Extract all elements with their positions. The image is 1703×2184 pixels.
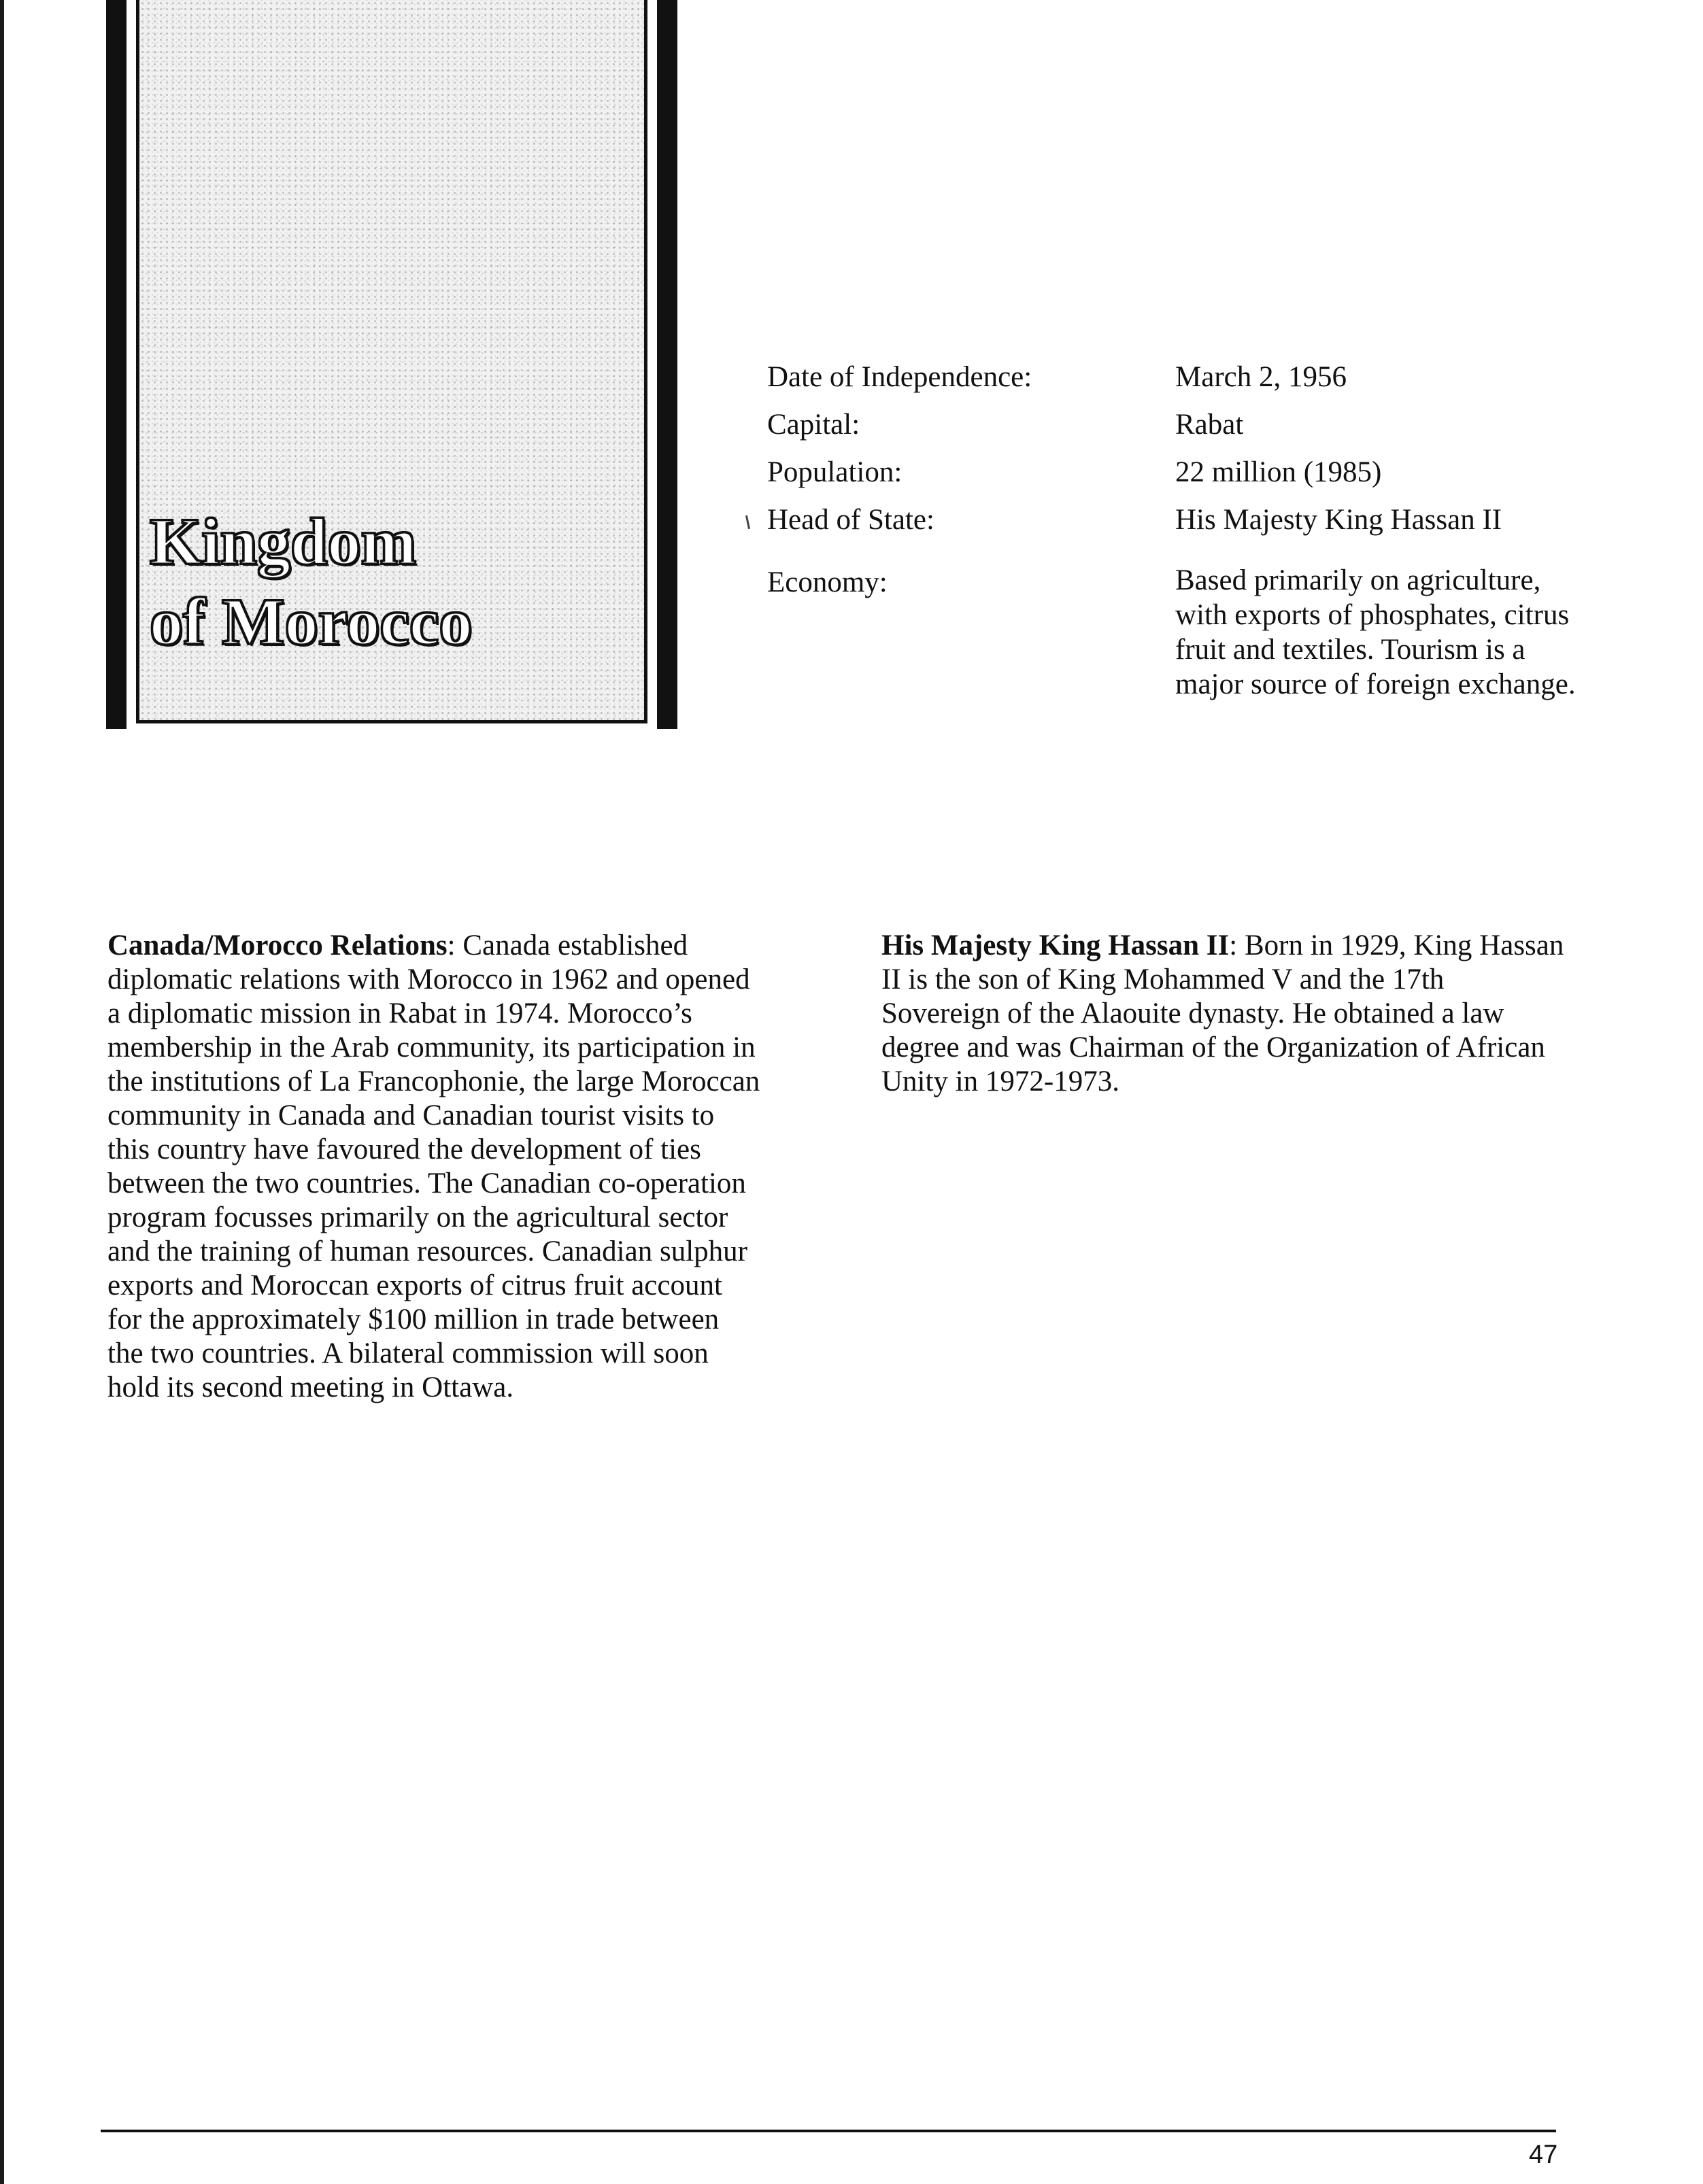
title-line-2: of Morocco [150,585,473,659]
fact-row-population [767,449,1624,496]
relations-section [107,929,760,1405]
fact-value: His Majesty King Hassan II [1175,504,1502,536]
fact-label: Population: [767,456,903,488]
fact-value: Rabat [1175,409,1244,441]
footer-rule [101,2130,1556,2132]
fact-value: March 2, 1956 [1175,361,1347,393]
fact-value: Based primarily on agriculture, with exports of phosphates, citrus fruit and textiles. Tourism is a major source of foreign exchange. [1175,564,1576,700]
relations-heading: Canada/Morocco Relations [107,929,448,961]
fact-row-head-of-state [767,496,1624,544]
country-facts [767,354,1624,736]
title-box [106,0,677,729]
king-paragraph [881,929,1568,1099]
fact-row-capital [767,401,1624,449]
king-text: : Born in 1929, King Hassan II is the son of King Mohammed V and the 17th Sovereign of the Alaouite dynasty. He obtained a law degree and was Chairman of the Organization of African Unity in 1972-1973. [881,929,1564,1097]
fact-value: 22 million (1985) [1175,456,1382,488]
stray-mark [745,515,750,529]
title-line-1: Kingdom [150,505,417,579]
king-heading: His Majesty King Hassan II [881,929,1230,961]
fact-row-economy [767,559,1624,736]
king-section [881,929,1568,1099]
title-box-right-bar [657,0,677,729]
fact-label: Capital: [767,409,860,441]
fact-label: Head of State: [767,504,934,536]
page-title [150,502,472,662]
page-edge-line [0,0,4,2184]
relations-paragraph [107,929,760,1405]
fact-label: Economy: [767,566,888,598]
title-box-left-bar [106,0,127,729]
fact-row-independence [767,354,1624,401]
page-number: 47 [1529,2140,1558,2169]
relations-text: : Canada established diplomatic relations with Morocco in 1962 and opened a diplomatic mission in Rabat in 1974. Morocco’s membership in the Arab community, its participation in the institutions of La Francophonie, the large Moroccan community in Canada and Canadian tourist visits to this country have favoured the development of ties between the two countries. The Canadian co-operation program focusses primarily on the agricultural sector and the training of human resources. Canadian sulphur exports and Moroccan exports of citrus fruit account for the approximately $100 million in trade between the two countries. A bilateral commission will soon hold its second meeting in Ottawa. [107,929,760,1403]
fact-label: Date of Independence: [767,361,1032,393]
